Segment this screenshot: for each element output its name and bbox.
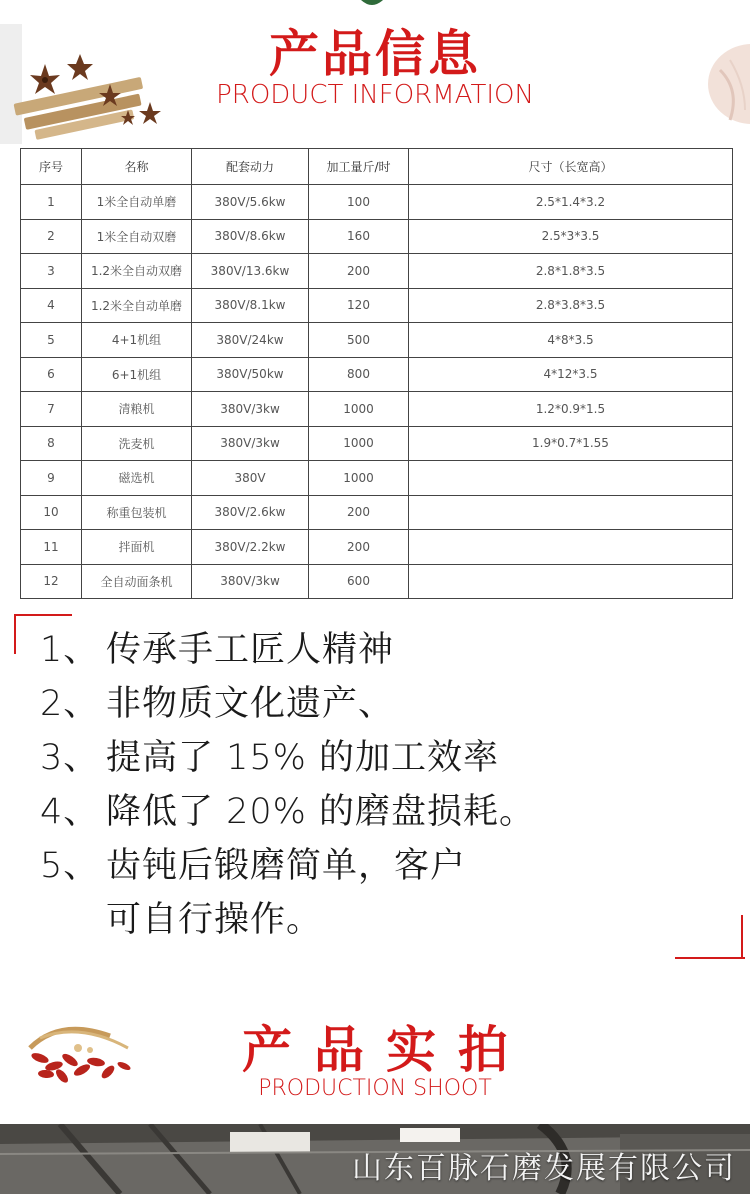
cell-power: 380V/3kw: [192, 392, 309, 427]
cell-index: 11: [21, 530, 82, 565]
feature-item: [40, 730, 499, 780]
feature-item: [40, 622, 394, 672]
table-row: [21, 461, 733, 496]
cell-power: 380V/3kw: [192, 426, 309, 461]
feature-number: 5、: [40, 846, 100, 886]
table-row: [21, 185, 733, 220]
cell-name: 6+1机组: [82, 357, 192, 392]
product-info-title: 产品信息: [269, 25, 481, 83]
cell-power: 380V/8.6kw: [192, 219, 309, 254]
cell-power: 380V/2.2kw: [192, 530, 309, 565]
feature-number: 2、: [40, 684, 100, 724]
cell-name: 1米全自动单磨: [82, 185, 192, 220]
cell-power: 380V/5.6kw: [192, 185, 309, 220]
table-row: [21, 288, 733, 323]
cell-size: 1.9*0.7*1.55: [409, 426, 733, 461]
cell-size: [409, 495, 733, 530]
feature-text: 降低了 20% 的磨盘损耗。: [106, 792, 536, 832]
table-row: [21, 564, 733, 599]
feature-text: 可自行操作。: [106, 900, 323, 940]
column-header: 尺寸（长宽高）: [409, 149, 733, 185]
cell-name: 称重包装机: [82, 495, 192, 530]
cell-size: [409, 461, 733, 496]
cell-size: 2.5*3*3.5: [409, 219, 733, 254]
cell-capacity: 800: [309, 357, 409, 392]
cell-capacity: 160: [309, 219, 409, 254]
feature-text: 非物质文化遗产、: [106, 684, 395, 724]
feature-item: [40, 892, 322, 942]
table-header-row: [21, 149, 733, 185]
corner-bracket-bottom-right: [675, 957, 745, 959]
cell-capacity: 1000: [309, 392, 409, 427]
cell-index: 4: [21, 288, 82, 323]
cell-name: 1.2米全自动单磨: [82, 288, 192, 323]
product-shoot-subtitle: PRODUCTION SHOOT: [258, 1076, 492, 1101]
table-row: [21, 219, 733, 254]
corner-bracket-bottom-right-vertical: [741, 915, 743, 959]
cell-index: 1: [21, 185, 82, 220]
company-watermark: 山东百脉石磨发展有限公司: [352, 1151, 736, 1186]
cell-capacity: 200: [309, 254, 409, 289]
feature-text: 齿钝后锻磨简单，客户: [106, 846, 467, 886]
corner-bracket-top-left: [16, 614, 72, 616]
column-header: 加工量斤/时: [309, 149, 409, 185]
cell-power: 380V/50kw: [192, 357, 309, 392]
cell-capacity: 200: [309, 495, 409, 530]
feature-text: 提高了 15% 的加工效率: [106, 738, 500, 778]
feature-item: [40, 784, 535, 834]
table-row: [21, 357, 733, 392]
cell-power: 380V/2.6kw: [192, 495, 309, 530]
cell-capacity: 600: [309, 564, 409, 599]
cell-name: 洗麦机: [82, 426, 192, 461]
cell-size: 4*8*3.5: [409, 323, 733, 358]
cell-power: 380V/13.6kw: [192, 254, 309, 289]
column-header: 名称: [82, 149, 192, 185]
corner-bracket-top-left-vertical: [14, 614, 16, 654]
table-row: [21, 323, 733, 358]
cell-capacity: 100: [309, 185, 409, 220]
cell-name: 清粮机: [82, 392, 192, 427]
cell-index: 2: [21, 219, 82, 254]
product-info-subtitle: PRODUCT INFORMATION: [216, 80, 534, 110]
cell-size: 2.8*3.8*3.5: [409, 288, 733, 323]
table-row: [21, 530, 733, 565]
cell-name: 4+1机组: [82, 323, 192, 358]
table-row: [21, 392, 733, 427]
cell-power: 380V/3kw: [192, 564, 309, 599]
cell-power: 380V: [192, 461, 309, 496]
cell-index: 5: [21, 323, 82, 358]
cell-size: 2.8*1.8*3.5: [409, 254, 733, 289]
cell-capacity: 1000: [309, 426, 409, 461]
cell-name: 磁选机: [82, 461, 192, 496]
feature-text: 传承手工匠人精神: [106, 630, 395, 670]
table-row: [21, 495, 733, 530]
cell-index: 3: [21, 254, 82, 289]
cell-index: 7: [21, 392, 82, 427]
cell-index: 6: [21, 357, 82, 392]
table-row: [21, 254, 733, 289]
cell-size: [409, 530, 733, 565]
cell-capacity: 1000: [309, 461, 409, 496]
cell-index: 12: [21, 564, 82, 599]
column-header: 序号: [21, 149, 82, 185]
cell-power: 380V/24kw: [192, 323, 309, 358]
cell-name: 1米全自动双磨: [82, 219, 192, 254]
cell-index: 9: [21, 461, 82, 496]
leaf-icon: [361, 0, 383, 6]
cell-capacity: 500: [309, 323, 409, 358]
cell-capacity: 200: [309, 530, 409, 565]
cell-index: 8: [21, 426, 82, 461]
feature-number: 4、: [40, 792, 100, 832]
cell-index: 10: [21, 495, 82, 530]
cell-size: 4*12*3.5: [409, 357, 733, 392]
column-header: 配套动力: [192, 149, 309, 185]
spec-table: [20, 148, 733, 599]
cell-power: 380V/8.1kw: [192, 288, 309, 323]
cell-name: 1.2米全自动双磨: [82, 254, 192, 289]
cell-name: 拌面机: [82, 530, 192, 565]
cell-name: 全自动面条机: [82, 564, 192, 599]
feature-item: [40, 838, 466, 888]
cell-size: 1.2*0.9*1.5: [409, 392, 733, 427]
product-shoot-title: 产品实拍: [242, 1021, 530, 1079]
cell-size: [409, 564, 733, 599]
cell-capacity: 120: [309, 288, 409, 323]
feature-number: 3、: [40, 738, 100, 778]
feature-item: [40, 676, 394, 726]
cell-size: 2.5*1.4*3.2: [409, 185, 733, 220]
feature-number: 1、: [40, 630, 100, 670]
table-row: [21, 426, 733, 461]
